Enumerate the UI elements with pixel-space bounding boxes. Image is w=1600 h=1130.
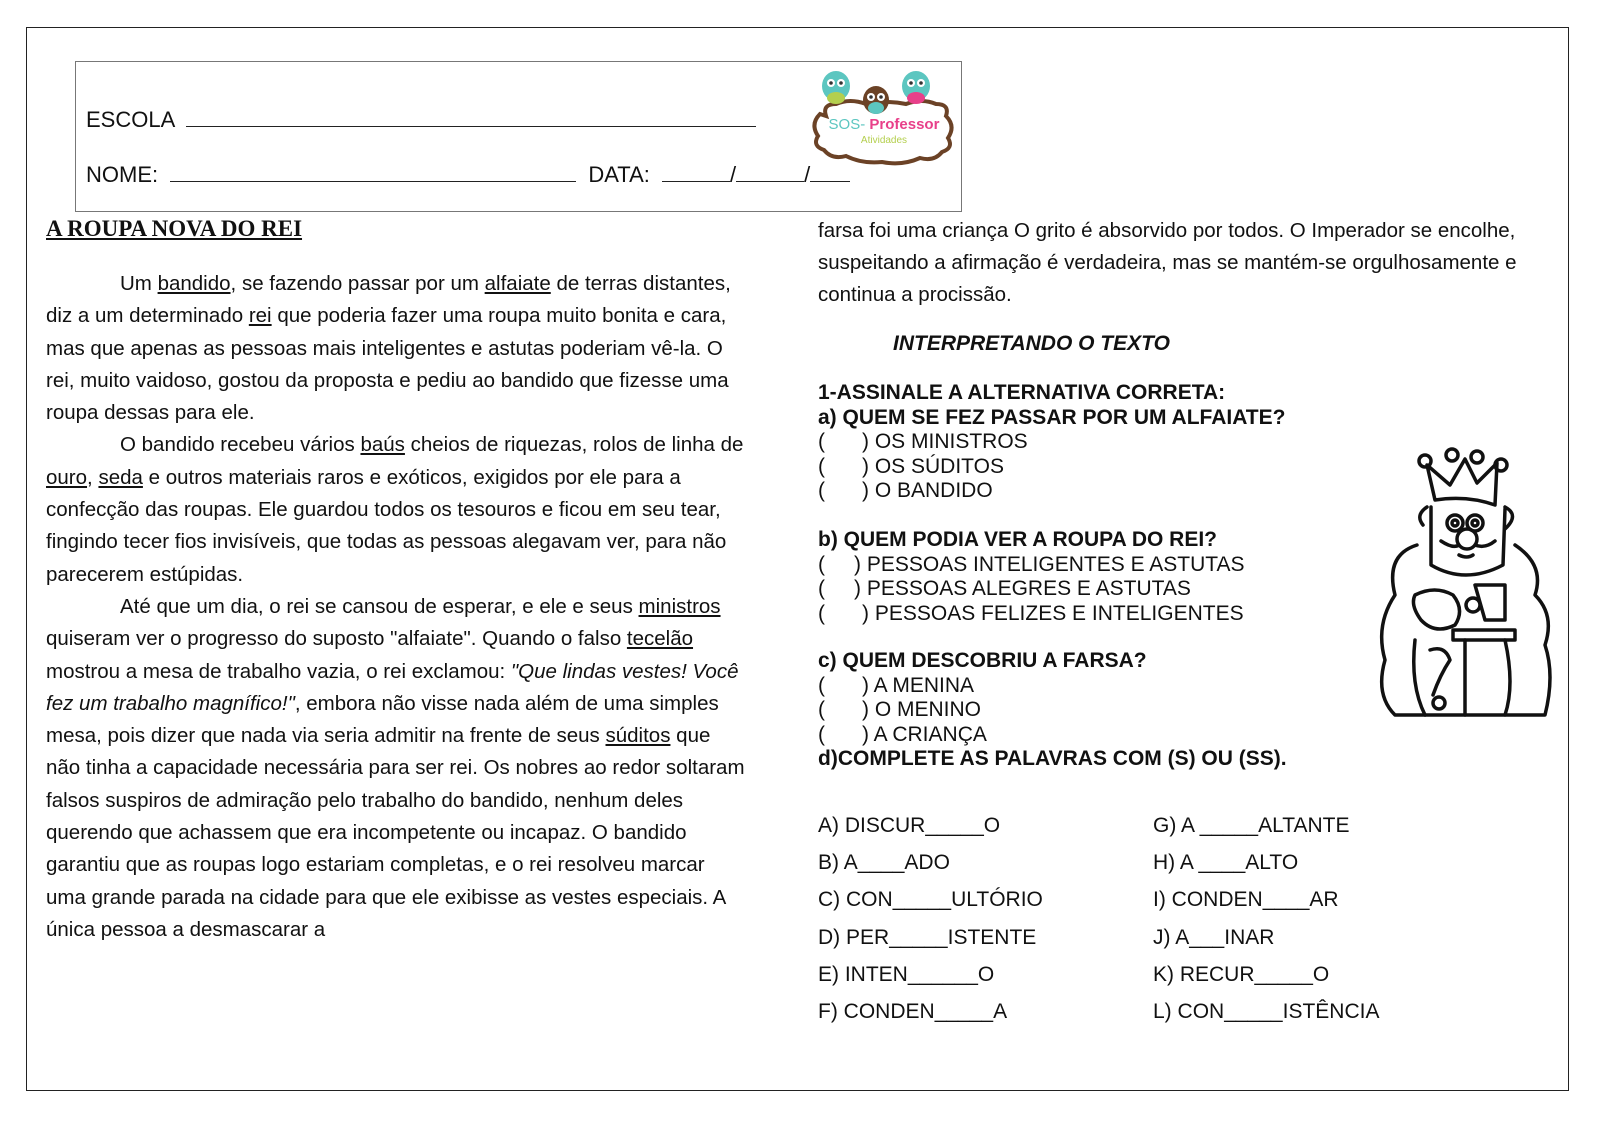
date-label: DATA: (588, 162, 650, 187)
option[interactable]: ( ) O MENINO (818, 698, 981, 721)
question-b-label: b) QUEM PODIA VER A ROUPA DO REI? (818, 528, 1218, 551)
option[interactable]: ( ) A CRIANÇA (818, 722, 987, 746)
story-paragraph-3: Até que um dia, o rei se cansou de esperar, e ele e seus ministros quiseram ver o progresso do suposto "alfaiate". Quando o falso tecelão mostrou a mesa de trabalho vazia, o rei exclamou: "Que lindas vestes! Você fez um trabalho magnífico!", embora não visse nada além de uma simples mesa, pois dizer que nada via seria admitir na frente de seus súditos que não tinha a capacidade necessária para ser rei. Os nobres ao redor soltaram falsos suspiros de admiração pelo trabalho do bandido, nenhum deles querendo que achassem que era incompetente ou incapaz. O bandido garantiu que as roupas logo estariam completas, e o rei resolveu marcar uma grande parada na cidade para que ele exibisse as vestes especiais. A única pessoa a desmascarar a (46, 594, 745, 941)
option[interactable]: ( ) OS MINISTROS (818, 430, 1028, 453)
word-item[interactable]: K) RECUR_____O (1153, 962, 1330, 986)
date-sep: / (804, 162, 811, 187)
word-item[interactable]: L) CON_____ISTÊNCIA (1153, 1000, 1380, 1024)
option[interactable]: ( ) PESSOAS INTELIGENTES E ASTUTAS (818, 552, 1245, 576)
option[interactable]: ( ) O BANDIDO (818, 479, 993, 502)
word-item[interactable]: J) A___INAR (1153, 925, 1275, 949)
question-a-label: a) QUEM SE FEZ PASSAR POR UM ALFAIATE? (818, 405, 1286, 429)
words-left-column (818, 807, 1043, 1030)
word-item[interactable]: F) CONDEN_____A (818, 1000, 1008, 1024)
option[interactable]: ( ) OS SÚDITOS (818, 454, 1004, 478)
king-cartoon-icon (1355, 445, 1555, 730)
word-item[interactable]: D) PER_____ISTENTE (818, 925, 1037, 949)
word-item[interactable]: E) INTEN______O (818, 962, 995, 986)
word-item[interactable]: B) A____ADO (818, 851, 950, 875)
instruction: 1-ASSINALE A ALTERNATIVA CORRETA: (818, 381, 1226, 404)
story-paragraph-2: O bandido recebeu vários baús cheios de riquezas, rolos de linha de ouro, seda e outros materiais raros e exóticos, exigidos por ele para a confecção das roupas. Ele guardou todos os tesouros e ficou em seu tear, fingindo tecer fios invisíveis, que todas as pessoas alegavam ver, para não parecerem estúpidas. (46, 433, 744, 586)
date-sep: / (730, 162, 737, 187)
question-a-block (818, 381, 1285, 504)
logo-brand-professor: Professor (869, 116, 940, 133)
school-field[interactable] (186, 106, 756, 127)
story-title: A ROUPA NOVA DO REI (46, 216, 303, 241)
word-item[interactable]: C) CON_____ULTÓRIO (818, 888, 1043, 912)
word-item[interactable]: G) A _____ALTANTE (1153, 814, 1350, 837)
option[interactable]: ( ) PESSOAS ALEGRES E ASTUTAS (818, 577, 1191, 600)
school-label: ESCOLA (86, 107, 175, 132)
section-title: INTERPRETANDO O TEXTO (893, 332, 1170, 355)
option[interactable]: ( ) PESSOAS FELIZES E INTELIGENTES (818, 601, 1244, 625)
story-text (46, 268, 746, 946)
option[interactable]: ( ) A MENINA (818, 673, 975, 697)
story-continuation: farsa foi uma criança O grito é absorvido por todos. O Imperador se encolhe, suspeitando a afirmação é verdadeira, mas se mantém-se orgulhosamente e continua a procissão. (818, 219, 1517, 306)
school-row (86, 106, 756, 133)
owls-logo-icon (808, 66, 958, 168)
name-field[interactable] (170, 161, 576, 182)
name-row (86, 161, 850, 188)
question-b-block (818, 528, 1245, 626)
words-right-column (1153, 807, 1379, 1030)
word-item[interactable]: H) A ____ALTO (1153, 851, 1299, 875)
logo-subtitle: Atividades (860, 135, 908, 146)
date-month-field[interactable] (736, 161, 804, 182)
question-c-label: c) QUEM DESCOBRIU A FARSA? (818, 649, 1147, 672)
complete-words-title: d)COMPLETE AS PALAVRAS COM (S) OU (SS). (818, 747, 1287, 770)
logo-brand-sos: SOS- (828, 116, 866, 133)
story-paragraph-1: Um bandido, se fazendo passar por um alfaiate de terras distantes, diz a um determinado rei que poderia fazer uma roupa muito bonita e cara, mas que apenas as pessoas mais inteligentes e astutas poderiam vê-la. O rei, muito vaidoso, gostou da proposta e pediu ao bandido que fizesse uma roupa dessas para ele. (46, 272, 731, 425)
question-c-block (818, 649, 1287, 772)
date-day-field[interactable] (662, 161, 730, 182)
word-item[interactable]: A) DISCUR_____O (818, 814, 1001, 837)
word-item[interactable]: I) CONDEN____AR (1153, 888, 1339, 912)
name-label: NOME: (86, 162, 159, 187)
